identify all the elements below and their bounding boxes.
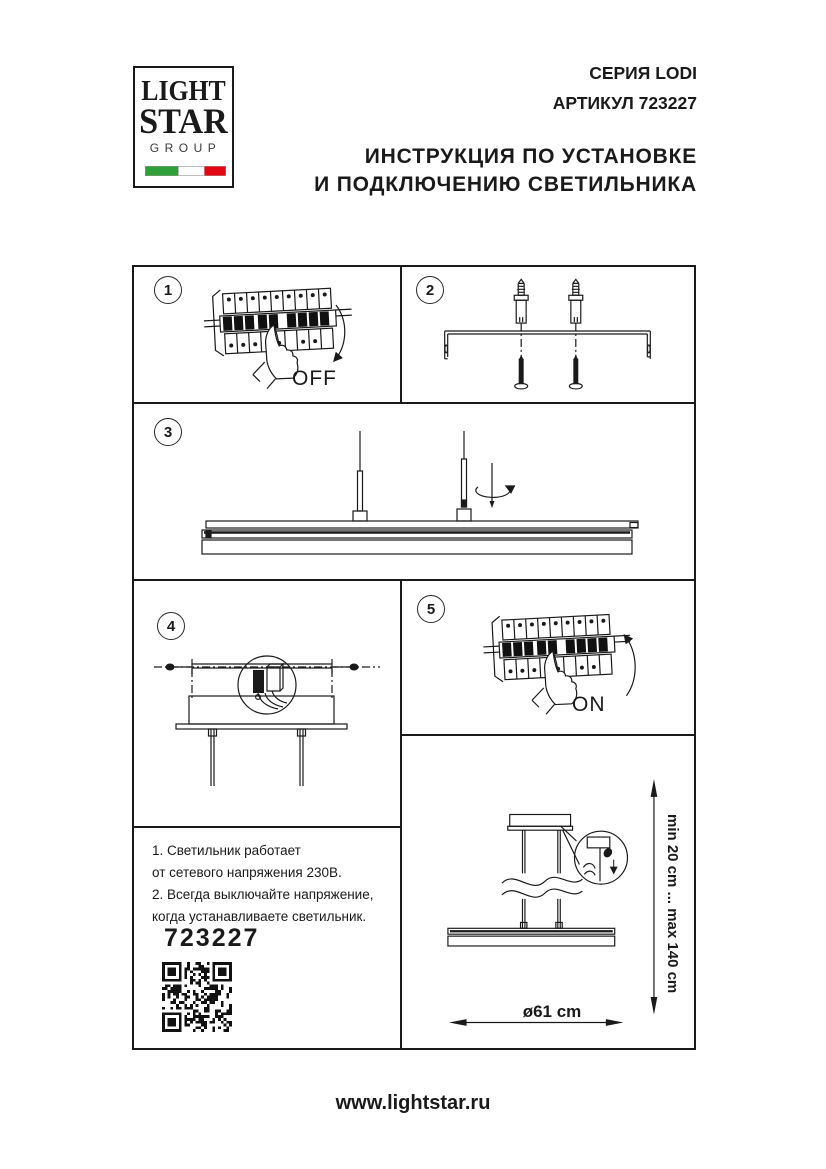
series-label: СЕРИЯ LODI [589,63,697,83]
step-4-panel [134,581,400,828]
note-line: когда устанавливаете светильник. [152,909,367,924]
step-1-number: 1 [154,276,182,304]
article-label: АРТИКУЛ 723227 [552,93,697,113]
rotate-arrow-icon [476,463,510,508]
website-url: www.lightstar.ru [335,1092,491,1114]
note-line: 1. Светильник работает [152,843,301,858]
height-range-label: min 20 cm ... max 140 cm [664,814,681,994]
lightstar-logo [133,66,234,188]
logo-text-group: GROUP [149,140,222,155]
breaker-on-drawing [402,581,694,734]
logo-text-light: LIGHT [141,76,226,107]
height-dimension-arrow [651,779,658,1014]
article-number: 723227 [164,924,260,952]
qr-code [162,962,232,1032]
lamp-rods-drawing [134,404,694,579]
page-title [314,143,697,199]
dimensions-panel [402,736,694,1048]
logo-text-star: STAR [139,101,228,141]
italian-flag-icon [145,166,226,176]
note-line: от сетевого напряжения 230В. [152,865,342,880]
step-2-panel [402,267,694,402]
cable-lock-magnifier [561,826,628,884]
step-3-panel [134,404,694,581]
title-line-2: И ПОДКЛЮЧЕНИЮ СВЕТИЛЬНИКА [314,173,697,196]
terminal-magnifier [238,656,296,714]
step-1-panel [134,267,402,402]
safety-notes [152,840,373,928]
instruction-grid [132,265,696,1050]
step-2-number: 2 [416,276,444,304]
breaker-off-drawing [134,267,400,402]
step-3-number: 3 [154,418,182,446]
on-label: ON [572,693,606,716]
width-label: ø61 cm [522,1002,582,1021]
hardware-drawing [402,267,694,402]
step-5-panel [402,581,694,736]
off-label: OFF [292,367,337,390]
header-series-article [553,58,697,118]
step-5-number: 5 [417,595,445,623]
title-line-1: ИНСТРУКЦИЯ ПО УСТАНОВКЕ [364,145,697,168]
notes-panel [134,828,400,1048]
canopy-wiring-drawing [134,581,400,826]
note-line: 2. Всегда выключайте напряжение, [152,887,374,902]
step-4-number: 4 [157,612,185,640]
